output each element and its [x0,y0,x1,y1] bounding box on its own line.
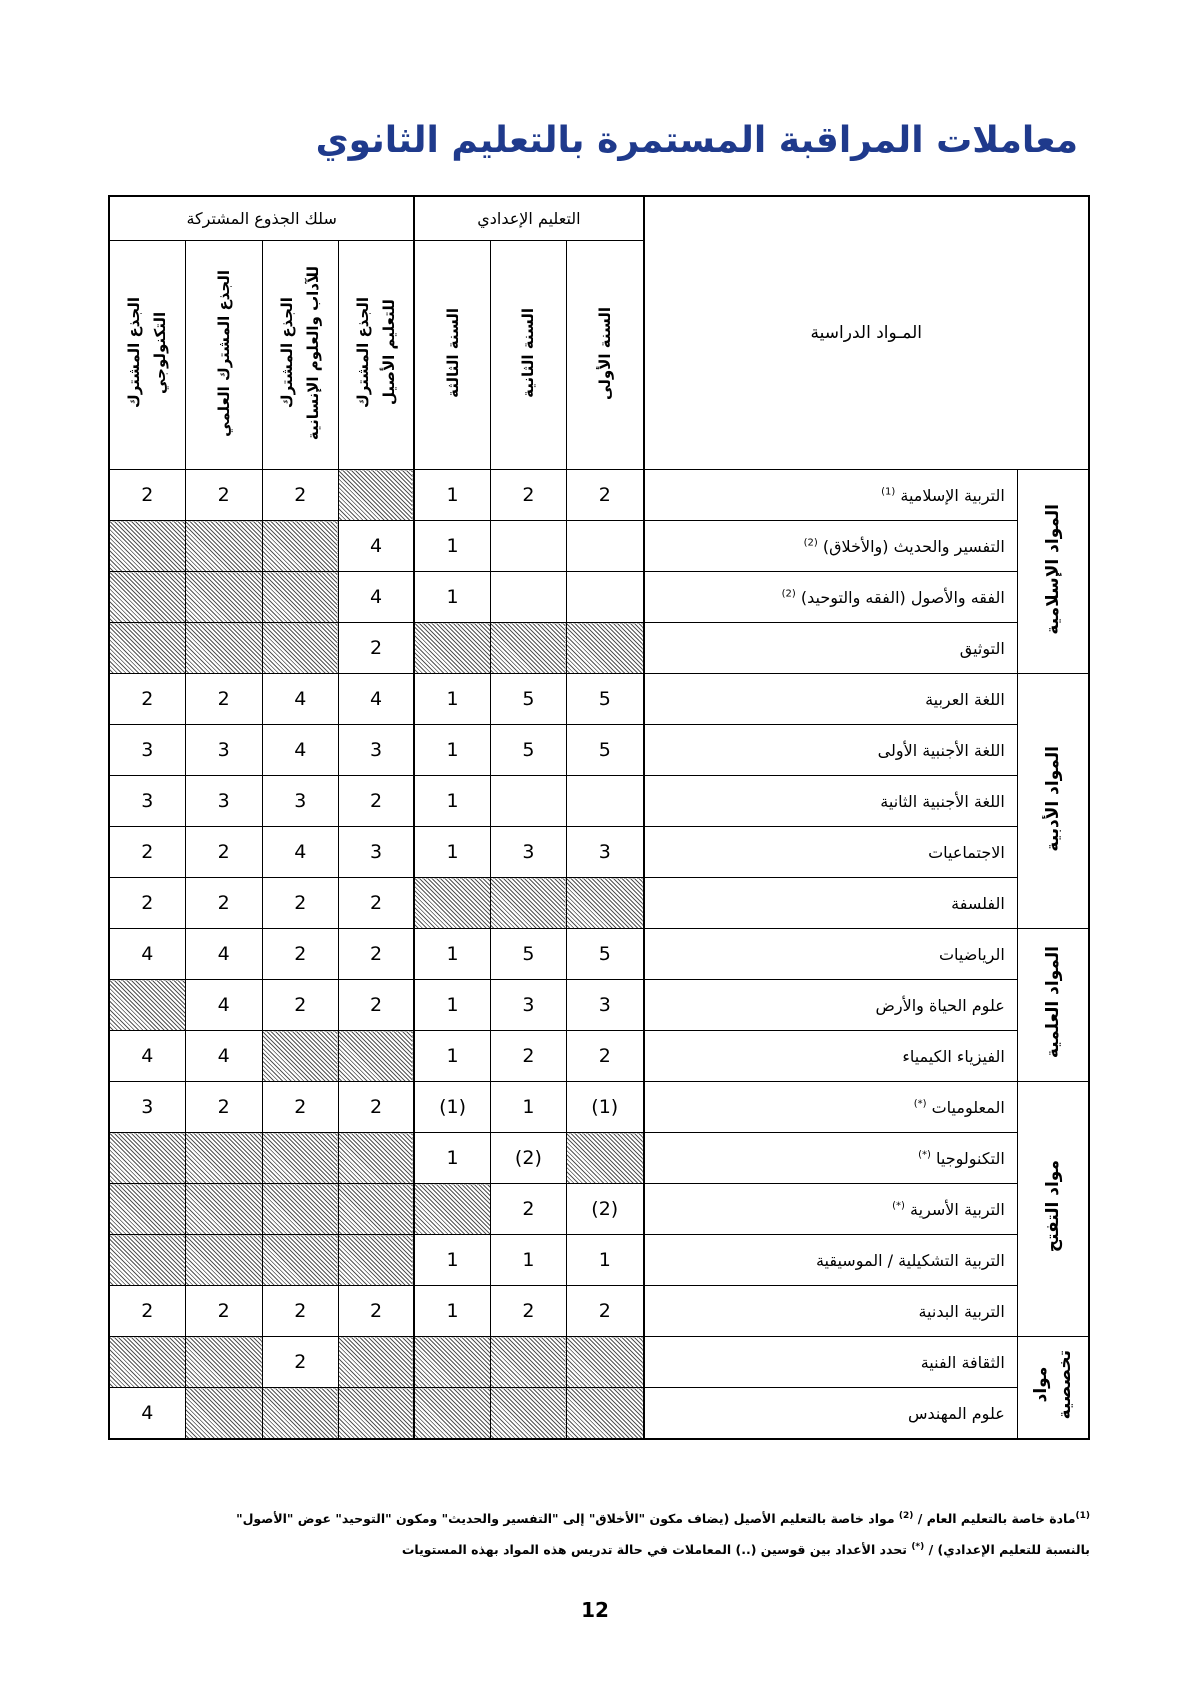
value-cell [338,1184,414,1235]
value-cell [490,776,566,827]
page-number: 12 [581,1598,609,1622]
table-row [109,1337,1089,1388]
value-cell: 5 [566,674,643,725]
value-cell: 1 [414,1133,490,1184]
value-cell: 1 [414,1235,490,1286]
value-cell [414,878,490,929]
value-cell: 4 [262,827,338,878]
subject-cell [644,470,1018,521]
subject-cell [644,1082,1018,1133]
value-cell: 1 [414,929,490,980]
col-header-year-3: السنة الثالثة [414,241,490,470]
value-cell: 2 [109,674,185,725]
footnote-line-2 [108,1533,1090,1564]
value-cell [262,572,338,623]
value-cell: 2 [185,1286,262,1337]
value-cell: 2 [262,878,338,929]
subject-name: المعلوميات [931,1097,1005,1117]
footnote-marker: (2) [781,588,796,600]
value-cell [262,1235,338,1286]
footnote-marker: (2) [803,537,818,549]
value-cell [490,623,566,674]
value-cell [566,623,643,674]
value-cell [262,521,338,572]
footnote-text: مواد خاصة بالتعليم الأصيل (يضاف مكون "الأخلاق" إلى "التفسير والحديث" ومكون "التوحيد" عوض "الأصول" [236,1511,899,1527]
value-cell [414,1337,490,1388]
table-row [109,1133,1089,1184]
page-title: معاملات المراقبة المستمرة بالتعليم الثانوي [315,120,1078,161]
value-cell: 2 [338,623,414,674]
value-cell [262,623,338,674]
table-row [109,1286,1089,1337]
value-cell [338,1133,414,1184]
value-cell [185,521,262,572]
value-cell: 2 [262,1082,338,1133]
footnote-marker: (2) [898,1511,914,1521]
subject-cell [644,1133,1018,1184]
value-cell: 2 [338,980,414,1031]
value-cell: (1) [414,1082,490,1133]
footnote-line-1 [108,1502,1090,1533]
value-cell: 3 [109,776,185,827]
value-cell: 2 [262,1286,338,1337]
value-cell [185,572,262,623]
value-cell: 3 [566,827,643,878]
subject-name: التكنولوجيا [935,1148,1005,1168]
value-cell: 4 [338,572,414,623]
value-cell: 2 [490,1031,566,1082]
subject-name: الفقه والأصول (الفقه والتوحيد) [800,587,1005,607]
subject-cell [644,1184,1018,1235]
value-cell: 2 [262,1337,338,1388]
subject-cell [644,521,1018,572]
col-header-core-science: الجذع المشترك العلمي [185,241,262,470]
value-cell: 4 [262,725,338,776]
table-row [109,725,1089,776]
table-row [109,1031,1089,1082]
value-cell: 2 [109,827,185,878]
value-cell: (1) [566,1082,643,1133]
footnote-text: تحدد الأعداد بين قوسين (..) المعاملات في حالة تدريس هذه المواد بهذه المستويات [401,1542,912,1558]
common-core-header: سلك الجذوع المشتركة [109,196,414,241]
value-cell: 1 [414,725,490,776]
value-cell: 4 [338,521,414,572]
value-cell: 1 [414,1286,490,1337]
value-cell: 2 [338,929,414,980]
subject-name: الاجتماعيات [928,842,1005,862]
subject-name: علوم الحياة والأرض [875,995,1005,1015]
value-cell: 3 [262,776,338,827]
value-cell [566,776,643,827]
subject-name: التفسير والحديث (والأخلاق) [822,536,1005,556]
value-cell [262,1388,338,1440]
value-cell: 2 [185,827,262,878]
value-cell [566,1388,643,1440]
footnote-text: مادة خاصة بالتعليم العام / [913,1511,1076,1527]
value-cell: 1 [414,980,490,1031]
value-cell: 2 [109,878,185,929]
value-cell [490,1388,566,1440]
footnote-marker: (*) [911,1542,925,1553]
value-cell [185,1337,262,1388]
value-cell [414,1184,490,1235]
value-cell [338,1337,414,1388]
value-cell: 4 [185,929,262,980]
value-cell: 2 [490,1184,566,1235]
value-cell: 2 [185,674,262,725]
table-row [109,878,1089,929]
subject-name: علوم المهندس [907,1403,1005,1423]
value-cell [490,572,566,623]
subject-cell [644,1235,1018,1286]
category-label: المواد الإسلامية [1017,470,1089,674]
value-cell: 2 [262,470,338,521]
col-header-year-2: السنة الثانية [490,241,566,470]
value-cell: 4 [262,674,338,725]
value-cell: 2 [490,1286,566,1337]
value-cell: 2 [185,1082,262,1133]
footnote-text: بالنسبة للتعليم الإعدادي) / [924,1542,1090,1558]
value-cell: 5 [490,725,566,776]
subject-cell [644,1337,1018,1388]
value-cell: 2 [185,878,262,929]
value-cell [566,572,643,623]
footnote-marker: (1) [1075,1511,1090,1521]
subject-name: الثقافة الفنية [920,1352,1005,1372]
table-row [109,674,1089,725]
value-cell [185,1184,262,1235]
table-row [109,1388,1089,1440]
subject-name: التربية الأسرية [910,1199,1005,1219]
category-label: المواد الأدبية [1017,674,1089,929]
value-cell: 1 [414,827,490,878]
table-row [109,1082,1089,1133]
value-cell: 5 [566,929,643,980]
table-row [109,980,1089,1031]
value-cell [109,980,185,1031]
subject-cell [644,623,1018,674]
value-cell: 5 [490,674,566,725]
subject-cell [644,725,1018,776]
value-cell [490,878,566,929]
table-row [109,776,1089,827]
col-header-core-tech: الجذع المشترك التكنولوجي [109,241,185,470]
table-row [109,470,1089,521]
col-header-year-1: السنة الأولى [566,241,643,470]
value-cell: 3 [185,725,262,776]
footnote-marker: (*) [892,1200,905,1212]
value-cell: 4 [185,980,262,1031]
value-cell: 1 [414,776,490,827]
value-cell: 1 [414,1031,490,1082]
subject-cell [644,1286,1018,1337]
subject-name: التربية البدنية [918,1301,1005,1321]
value-cell [109,623,185,674]
subject-name: اللغة الأجنبية الثانية [880,791,1005,811]
value-cell: 1 [566,1235,643,1286]
category-label: مواد تخصصية [1017,1337,1089,1440]
value-cell: 4 [109,1388,185,1440]
footnote-marker: (1) [881,486,896,498]
value-cell [566,878,643,929]
subjects-header: المـواد الدراسية [644,196,1089,470]
value-cell [185,623,262,674]
value-cell: 4 [185,1031,262,1082]
subject-name: الرياضيات [938,944,1005,964]
category-label: مواد التفتح [1017,1082,1089,1337]
value-cell [566,1337,643,1388]
table-body [109,470,1089,1440]
value-cell: 1 [414,470,490,521]
subject-name: اللغة العربية [925,689,1005,709]
coefficients-table [108,195,1090,1440]
subject-cell [644,929,1018,980]
value-cell: 3 [490,980,566,1031]
value-cell: 2 [109,1286,185,1337]
table-row [109,572,1089,623]
value-cell [338,1388,414,1440]
value-cell: 3 [490,827,566,878]
value-cell: 2 [490,470,566,521]
value-cell: 1 [490,1235,566,1286]
table-row [109,929,1089,980]
value-cell: 3 [109,1082,185,1133]
middle-school-header: التعليم الإعدادي [414,196,643,241]
value-cell: 1 [414,572,490,623]
value-cell: 2 [566,470,643,521]
footnote-marker: (*) [913,1098,927,1110]
subject-name: التربية الإسلامية [900,485,1005,505]
subject-cell [644,572,1018,623]
table-row [109,521,1089,572]
value-cell: 5 [566,725,643,776]
value-cell [109,1133,185,1184]
value-cell: (2) [490,1133,566,1184]
value-cell: 2 [566,1286,643,1337]
value-cell [490,521,566,572]
value-cell [414,1388,490,1440]
table-row [109,827,1089,878]
subject-name: الفيزياء الكيمياء [902,1046,1005,1066]
value-cell [185,1133,262,1184]
value-cell [109,1184,185,1235]
value-cell: 1 [414,521,490,572]
value-cell: 2 [338,1286,414,1337]
col-header-core-humanities: الجذع المشترك للآداب والعلوم الإنسانية [262,241,338,470]
value-cell: 2 [185,470,262,521]
value-cell: 2 [262,929,338,980]
value-cell [338,1031,414,1082]
value-cell: 2 [109,470,185,521]
value-cell [109,572,185,623]
value-cell [262,1133,338,1184]
value-cell [109,1337,185,1388]
category-label: المواد العلمية [1017,929,1089,1082]
col-header-core-original: الجذع المشترك للتعليم الأصيل [338,241,414,470]
value-cell [414,623,490,674]
value-cell [566,1133,643,1184]
subject-cell [644,878,1018,929]
value-cell [185,1235,262,1286]
subject-cell [644,827,1018,878]
table-row [109,1235,1089,1286]
value-cell: 4 [338,674,414,725]
subject-name: الفلسفة [951,893,1005,913]
value-cell [338,470,414,521]
subject-cell [644,1031,1018,1082]
footnote-marker: (*) [918,1149,931,1161]
subject-cell [644,1388,1018,1440]
value-cell: 3 [566,980,643,1031]
value-cell [109,1235,185,1286]
subject-name: التوثيق [959,638,1005,658]
value-cell [338,1235,414,1286]
subject-cell [644,980,1018,1031]
value-cell [262,1031,338,1082]
value-cell: 4 [109,929,185,980]
value-cell: 3 [338,725,414,776]
value-cell: 3 [109,725,185,776]
value-cell: 2 [338,878,414,929]
value-cell: 3 [338,827,414,878]
value-cell: 4 [109,1031,185,1082]
subject-name: اللغة الأجنبية الأولى [877,740,1005,760]
value-cell: 2 [338,776,414,827]
value-cell: (2) [566,1184,643,1235]
value-cell [185,1388,262,1440]
value-cell: 3 [185,776,262,827]
subject-name: التربية التشكيلية / الموسيقية [815,1250,1005,1270]
value-cell: 1 [414,674,490,725]
footnotes [108,1502,1090,1564]
value-cell: 1 [490,1082,566,1133]
table-row [109,1184,1089,1235]
value-cell [566,521,643,572]
subject-cell [644,674,1018,725]
subject-cell [644,776,1018,827]
value-cell: 2 [566,1031,643,1082]
value-cell [109,521,185,572]
value-cell [490,1337,566,1388]
value-cell [262,1184,338,1235]
value-cell: 2 [338,1082,414,1133]
table-row [109,623,1089,674]
value-cell: 2 [262,980,338,1031]
value-cell: 5 [490,929,566,980]
